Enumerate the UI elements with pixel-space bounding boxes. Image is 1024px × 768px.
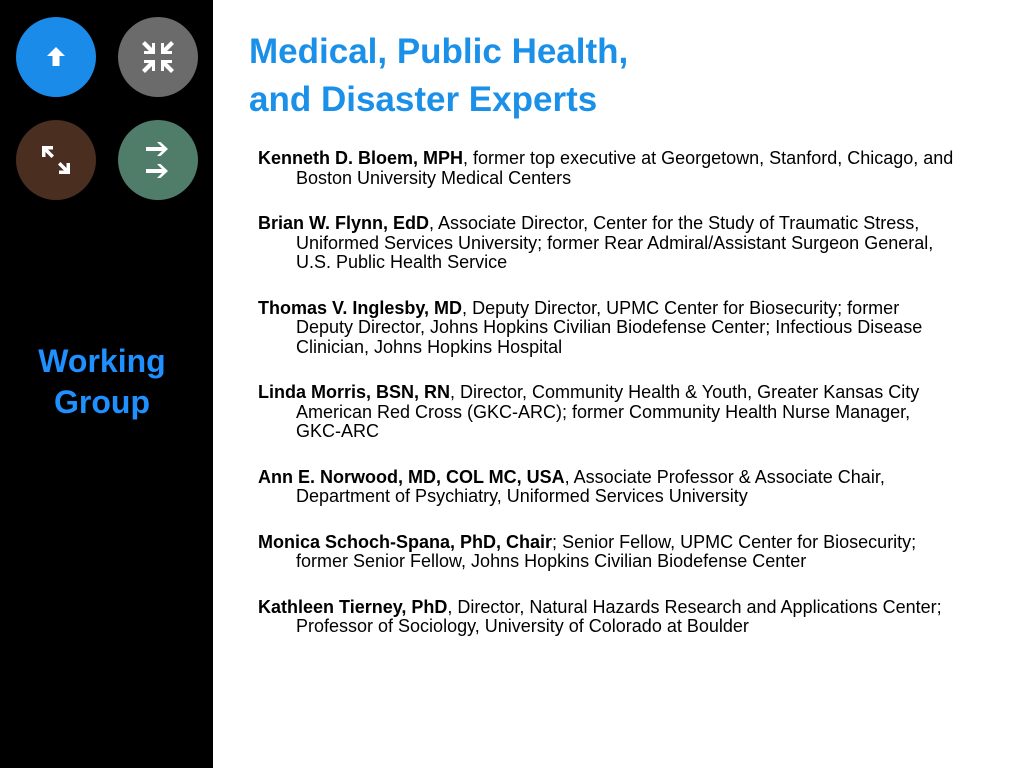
- member-name: Linda Morris, BSN, RN: [258, 382, 451, 402]
- title-line1: Medical, Public Health,: [249, 32, 629, 71]
- members-list: [258, 149, 958, 663]
- member-description: Senior Fellow, UPMC Center for Biosecurity; former Senior Fellow, Johns Hopkins Civilian Biodefense Center: [296, 531, 917, 571]
- sidebar: [0, 0, 213, 768]
- section-label-line1: Working: [38, 343, 166, 379]
- member-name: Kenneth D. Bloem, MPH: [258, 148, 464, 168]
- list-item: [258, 533, 958, 572]
- member-separator: ;: [552, 531, 558, 552]
- nav-expand-button[interactable]: [16, 120, 96, 200]
- page-title: [249, 28, 989, 124]
- member-name: Ann E. Norwood, MD, COL MC, USA: [258, 466, 565, 487]
- member-name: Thomas V. Inglesby, MD: [258, 297, 463, 318]
- member-separator: ,: [564, 466, 570, 487]
- list-item: [258, 214, 958, 273]
- member-description: Associate Professor & Associate Chair, Department of Psychiatry, Uniformed Services University: [296, 466, 885, 506]
- list-item: [258, 149, 958, 188]
- member-separator: ,: [462, 297, 468, 318]
- member-separator: ,: [447, 596, 453, 617]
- list-item: [258, 468, 958, 507]
- member-separator: ,: [450, 382, 456, 402]
- double-arrow-right-icon: [138, 136, 178, 184]
- member-name: Kathleen Tierney, PhD: [258, 596, 448, 617]
- member-name: Brian W. Flynn, EdD: [258, 213, 430, 233]
- section-label-line2: Group: [54, 384, 150, 420]
- collapse-arrows-icon: [136, 35, 180, 79]
- member-description: former top executive at Georgetown, Stanford, Chicago, and Boston University Medical Centers: [296, 148, 954, 188]
- member-separator: ,: [463, 148, 469, 168]
- section-label: [0, 341, 204, 423]
- list-item: [258, 598, 958, 637]
- member-description: Director, Natural Hazards Research and Applications Center; Professor of Sociology, University of Colorado at Boulder: [296, 596, 942, 636]
- expand-arrows-icon: [36, 140, 76, 180]
- nav-next-button[interactable]: [118, 120, 198, 200]
- member-description: Deputy Director, UPMC Center for Biosecurity; former Deputy Director, Johns Hopkins Civilian Biodefense Center; Infectious Disease Clinician, Johns Hopkins Hospital: [296, 297, 923, 357]
- member-name: Monica Schoch-Spana, PhD, Chair: [258, 531, 553, 552]
- arrow-up-icon: [42, 43, 70, 71]
- nav-up-button[interactable]: [16, 17, 96, 97]
- member-separator: ,: [429, 213, 435, 233]
- list-item: [258, 299, 958, 358]
- list-item: [258, 383, 958, 442]
- title-line2: and Disaster Experts: [249, 80, 598, 119]
- member-description: Director, Community Health & Youth, Greater Kansas City American Red Cross (GKC-ARC); former Community Health Nurse Manager, GKC-ARC: [296, 382, 920, 441]
- member-description: Associate Director, Center for the Study of Traumatic Stress, Uniformed Services University; former Rear Admiral/Assistant Surgeon General, U.S. Public Health Service: [296, 213, 934, 272]
- nav-collapse-button[interactable]: [118, 17, 198, 97]
